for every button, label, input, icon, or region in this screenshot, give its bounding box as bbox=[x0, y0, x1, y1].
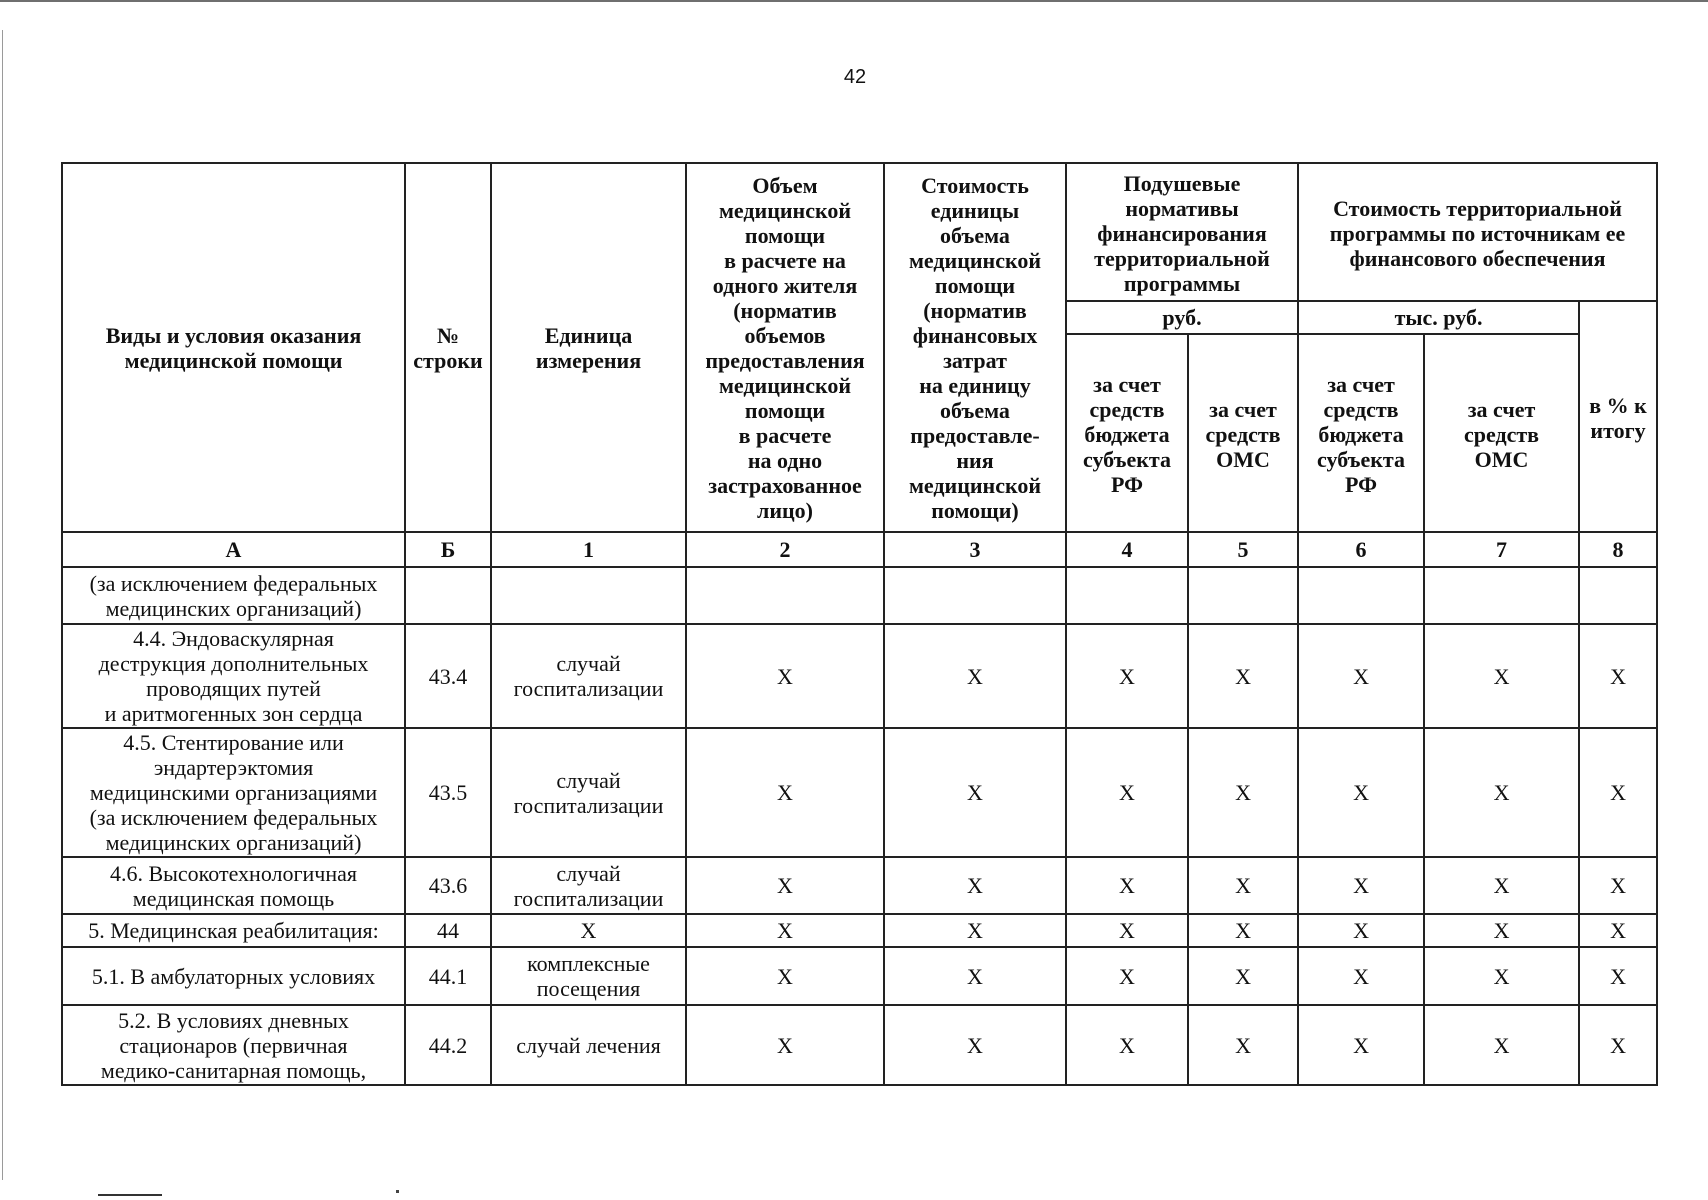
row-value-text: X bbox=[1119, 663, 1135, 689]
row-value-text: X bbox=[967, 963, 983, 989]
row-value bbox=[1424, 947, 1579, 1005]
row-value bbox=[1424, 857, 1579, 914]
row-unit-text: госпитализации bbox=[513, 676, 664, 701]
column-number: 4 bbox=[1066, 532, 1188, 567]
header-line: финансирования bbox=[1097, 221, 1267, 246]
row-value bbox=[884, 947, 1066, 1005]
row-number bbox=[405, 624, 491, 728]
header-line: на одно bbox=[747, 447, 823, 473]
header-line: средств bbox=[1323, 397, 1399, 422]
row-value bbox=[884, 857, 1066, 914]
row-value bbox=[1298, 914, 1424, 947]
header-line: медицинской bbox=[908, 472, 1042, 498]
header-percent-of-total bbox=[1579, 301, 1657, 532]
row-value-text: X bbox=[1119, 1032, 1135, 1058]
row-value-text: X bbox=[1353, 1032, 1369, 1058]
row-number bbox=[405, 857, 491, 914]
header-line: финансовых bbox=[912, 322, 1038, 348]
row-name bbox=[62, 728, 405, 857]
column-number: 5 bbox=[1188, 532, 1298, 567]
header-line: программы по источникам ее bbox=[1329, 221, 1626, 246]
row-number-text: 43.6 bbox=[428, 873, 468, 898]
row-value-text: X bbox=[967, 1032, 983, 1058]
header-line: объема bbox=[940, 397, 1010, 423]
header-line: ОМС bbox=[1216, 447, 1270, 472]
row-value-text: X bbox=[1235, 963, 1251, 989]
row-name-text: 5.1. В амбулаторных условиях bbox=[91, 963, 376, 989]
row-name-text: и аритмогенных зон сердца bbox=[104, 701, 363, 726]
row-unit-text: случай bbox=[556, 651, 621, 676]
row-name-text: 4.4. Эндоваскулярная bbox=[133, 626, 334, 651]
row-name bbox=[62, 857, 405, 914]
row-value-text: X bbox=[777, 873, 793, 898]
row-value bbox=[1298, 567, 1424, 624]
header-oms-rub bbox=[1188, 334, 1298, 532]
scan-top-edge bbox=[0, 0, 1708, 2]
row-value-text: X bbox=[777, 918, 793, 943]
row-value-text: X bbox=[1119, 873, 1135, 898]
header-line: бюджета bbox=[1318, 422, 1404, 447]
header-unit: Единица измерения bbox=[491, 163, 686, 532]
row-unit bbox=[491, 857, 686, 914]
header-line: РФ bbox=[1345, 472, 1377, 497]
header-line: помощи bbox=[744, 397, 826, 423]
header-line: одного жителя bbox=[712, 272, 858, 298]
column-number: Б bbox=[405, 532, 491, 567]
row-value bbox=[1579, 624, 1657, 728]
row-unit-text: комплексные bbox=[527, 951, 650, 976]
row-unit bbox=[491, 624, 686, 728]
header-line: затрат bbox=[943, 347, 1007, 373]
table-row bbox=[62, 1005, 1657, 1085]
header-line: объемов bbox=[744, 322, 826, 348]
header-volume-norm bbox=[686, 163, 884, 532]
header-line: помощи) bbox=[931, 497, 1019, 523]
row-value bbox=[1579, 1005, 1657, 1085]
row-unit bbox=[491, 1005, 686, 1085]
header-line: медицинской bbox=[718, 197, 852, 223]
row-name-text: 5. Медицинская реабилитация: bbox=[88, 918, 379, 943]
header-line: Объем bbox=[752, 172, 818, 198]
page-number: 42 bbox=[843, 66, 867, 88]
header-line: за счет bbox=[1467, 397, 1536, 422]
row-value-text: X bbox=[777, 780, 793, 805]
header-per-capita-norms bbox=[1066, 163, 1298, 301]
row-value-text: X bbox=[1235, 663, 1251, 689]
row-value-text: X bbox=[1610, 663, 1626, 689]
row-name-text: (за исключением федеральных bbox=[89, 570, 378, 596]
column-number: 2 bbox=[686, 532, 884, 567]
row-value bbox=[1188, 624, 1298, 728]
financing-table bbox=[61, 162, 1658, 1086]
row-value-text: X bbox=[1493, 873, 1510, 898]
row-value bbox=[884, 914, 1066, 947]
column-number: 1 bbox=[491, 532, 686, 567]
row-name-text: 5.2. В условиях дневных bbox=[118, 1007, 349, 1033]
row-number bbox=[405, 914, 491, 947]
column-number: А bbox=[62, 532, 405, 567]
row-value bbox=[1066, 914, 1188, 947]
row-value bbox=[1424, 567, 1579, 624]
row-value bbox=[686, 857, 884, 914]
row-name-text: проводящих путей bbox=[146, 676, 321, 701]
row-number bbox=[405, 567, 491, 624]
row-name-text: стационаров (первичная bbox=[119, 1032, 348, 1058]
row-value-text: X bbox=[1610, 873, 1626, 898]
row-value bbox=[884, 624, 1066, 728]
header-line: средств bbox=[1089, 397, 1165, 422]
row-value bbox=[1298, 947, 1424, 1005]
row-value bbox=[1188, 1005, 1298, 1085]
row-name-text: эндартерэктомия bbox=[153, 755, 314, 780]
row-unit-text: посещения bbox=[536, 976, 641, 1001]
header-line: предоставле- bbox=[910, 422, 1040, 448]
header-line: медицинской bbox=[908, 247, 1042, 273]
row-value-text: X bbox=[1610, 963, 1626, 989]
row-value-text: X bbox=[1493, 1032, 1510, 1058]
row-unit bbox=[491, 914, 686, 947]
row-value bbox=[1579, 728, 1657, 857]
row-value bbox=[1298, 624, 1424, 728]
table-row bbox=[62, 567, 1657, 624]
row-unit-text: госпитализации bbox=[513, 885, 664, 911]
row-name bbox=[62, 567, 405, 624]
row-value-text: X bbox=[1235, 918, 1251, 943]
row-value bbox=[686, 914, 884, 947]
row-value bbox=[1188, 914, 1298, 947]
row-name-text: медицинскими организациями bbox=[89, 780, 378, 805]
table-row bbox=[62, 914, 1657, 947]
row-value bbox=[1066, 567, 1188, 624]
row-value-text: X bbox=[1119, 963, 1135, 989]
row-name-text: медико-санитарная помощь, bbox=[100, 1057, 367, 1083]
table-body bbox=[62, 567, 1657, 1085]
row-value bbox=[884, 728, 1066, 857]
row-value-text: X bbox=[1235, 780, 1251, 805]
header-line: за счет bbox=[1209, 397, 1277, 422]
header-oms-thousand bbox=[1424, 334, 1579, 532]
header-thousand-rub: тыс. руб. bbox=[1298, 301, 1579, 334]
row-value-text: X bbox=[1353, 918, 1369, 943]
header-line: медицинской bbox=[718, 372, 852, 398]
header-line: помощи bbox=[744, 222, 826, 248]
header-line: ния bbox=[956, 447, 994, 473]
row-number-text: 44.2 bbox=[428, 1032, 468, 1058]
row-unit-text: случай bbox=[556, 767, 621, 793]
header-line: (норматив bbox=[923, 297, 1027, 323]
table-row bbox=[62, 857, 1657, 914]
row-unit bbox=[491, 728, 686, 857]
row-value-text: X bbox=[1610, 918, 1626, 943]
row-number bbox=[405, 728, 491, 857]
row-value-text: X bbox=[1353, 780, 1369, 805]
header-kinds-of-care: Виды и условия оказания медицинской помощи bbox=[62, 163, 405, 532]
row-value bbox=[1188, 567, 1298, 624]
header-line: субъекта bbox=[1083, 447, 1171, 472]
scan-speck bbox=[396, 1190, 399, 1193]
row-value bbox=[686, 624, 884, 728]
row-name-text: медицинских организаций) bbox=[105, 830, 362, 855]
row-name-text: медицинская помощь bbox=[132, 885, 335, 911]
header-line: итогу bbox=[1590, 418, 1646, 443]
column-number-row bbox=[62, 532, 1657, 567]
header-line: Подушевые bbox=[1123, 171, 1241, 196]
header-line: Стоимость территориальной bbox=[1333, 196, 1622, 221]
row-value bbox=[1579, 947, 1657, 1005]
row-value bbox=[686, 728, 884, 857]
row-number-text: 43.4 bbox=[428, 663, 468, 689]
table-row bbox=[62, 624, 1657, 728]
row-value bbox=[1424, 1005, 1579, 1085]
header-line: средств bbox=[1463, 422, 1540, 447]
header-line: (норматив bbox=[733, 297, 837, 323]
row-value-text: X bbox=[777, 663, 793, 689]
row-value bbox=[686, 947, 884, 1005]
row-value bbox=[1579, 567, 1657, 624]
row-unit-text: случай лечения bbox=[516, 1032, 661, 1058]
header-line: в расчете bbox=[738, 422, 832, 448]
row-value bbox=[1188, 728, 1298, 857]
header-line: помощи bbox=[934, 272, 1016, 298]
row-value bbox=[1066, 857, 1188, 914]
row-value bbox=[686, 1005, 884, 1085]
row-unit-text: госпитализации bbox=[513, 792, 664, 818]
row-value bbox=[1066, 624, 1188, 728]
header-budget-rub bbox=[1066, 334, 1188, 532]
row-value bbox=[1066, 1005, 1188, 1085]
row-value-text: X bbox=[1353, 873, 1369, 898]
row-unit bbox=[491, 947, 686, 1005]
header-line: в % к bbox=[1589, 393, 1647, 418]
row-unit-text: X bbox=[580, 918, 597, 943]
table-row bbox=[62, 947, 1657, 1005]
row-value-text: X bbox=[1610, 1032, 1626, 1058]
header-line: финансового обеспечения bbox=[1349, 246, 1606, 271]
row-name-text: медицинских организаций) bbox=[105, 595, 362, 621]
header-line: объема bbox=[940, 222, 1010, 248]
row-value bbox=[1298, 1005, 1424, 1085]
row-value bbox=[1579, 914, 1657, 947]
row-unit bbox=[491, 567, 686, 624]
header-line: средств bbox=[1205, 422, 1281, 447]
row-value-text: X bbox=[967, 663, 983, 689]
row-value-text: X bbox=[1119, 918, 1135, 943]
header-line: Стоимость bbox=[921, 172, 1029, 198]
header-line: за счет bbox=[1093, 372, 1161, 397]
row-number-text: 44 bbox=[437, 918, 459, 943]
row-name bbox=[62, 1005, 405, 1085]
header-line: ОМС bbox=[1474, 447, 1529, 472]
row-value-text: X bbox=[1119, 780, 1135, 805]
row-name-text: 4.6. Высокотехнологичная bbox=[109, 860, 358, 886]
header-line: нормативы bbox=[1125, 196, 1239, 221]
header-line: в расчете на bbox=[724, 247, 846, 273]
row-value-text: X bbox=[967, 873, 983, 898]
row-name-text: 4.5. Стентирование или bbox=[123, 730, 344, 755]
row-value bbox=[686, 567, 884, 624]
row-value-text: X bbox=[777, 963, 793, 989]
row-name-text: деструкция дополнительных bbox=[98, 651, 369, 676]
column-number: 8 bbox=[1579, 532, 1657, 567]
row-name bbox=[62, 914, 405, 947]
header-line: бюджета bbox=[1084, 422, 1170, 447]
row-name-text: (за исключением федеральных bbox=[89, 805, 378, 830]
row-value-text: X bbox=[1353, 663, 1369, 689]
header-line: застрахованное bbox=[708, 472, 862, 498]
header-line: на единицу bbox=[919, 372, 1031, 398]
row-value-text: X bbox=[1235, 873, 1251, 898]
header-line: единицы bbox=[930, 197, 1020, 223]
header-line: программы bbox=[1123, 271, 1241, 296]
header-rub: руб. bbox=[1066, 301, 1298, 334]
header-program-cost bbox=[1298, 163, 1657, 301]
header-row-number: № строки bbox=[405, 163, 491, 532]
column-number: 6 bbox=[1298, 532, 1424, 567]
row-number bbox=[405, 947, 491, 1005]
row-value bbox=[1066, 728, 1188, 857]
row-value bbox=[1066, 947, 1188, 1005]
row-value bbox=[1188, 947, 1298, 1005]
footnote-rule bbox=[98, 1194, 162, 1196]
row-value-text: X bbox=[777, 1032, 793, 1058]
row-number-text: 44.1 bbox=[428, 963, 468, 989]
row-value-text: X bbox=[1493, 780, 1510, 805]
header-line: предоставления bbox=[705, 347, 865, 373]
row-name bbox=[62, 624, 405, 728]
row-value-text: X bbox=[1493, 963, 1510, 989]
table-row bbox=[62, 728, 1657, 857]
row-value bbox=[1424, 624, 1579, 728]
row-value bbox=[1424, 914, 1579, 947]
row-value bbox=[1424, 728, 1579, 857]
row-value-text: X bbox=[1610, 780, 1626, 805]
row-value-text: X bbox=[967, 780, 983, 805]
row-value bbox=[1298, 728, 1424, 857]
header-line: РФ bbox=[1111, 472, 1143, 497]
row-value-text: X bbox=[1235, 1032, 1251, 1058]
row-value-text: X bbox=[1353, 963, 1369, 989]
header-line: территориальной bbox=[1094, 246, 1270, 271]
header-unit-cost-norm bbox=[884, 163, 1066, 532]
scan-left-edge bbox=[2, 30, 3, 1180]
header-budget-thousand bbox=[1298, 334, 1424, 532]
header-line: лицо) bbox=[756, 497, 814, 523]
column-number: 7 bbox=[1424, 532, 1579, 567]
row-name bbox=[62, 947, 405, 1005]
row-value-text: X bbox=[967, 918, 983, 943]
header-line: за счет bbox=[1327, 372, 1395, 397]
column-number: 3 bbox=[884, 532, 1066, 567]
row-unit-text: случай bbox=[556, 860, 621, 886]
row-number-text: 43.5 bbox=[428, 780, 468, 805]
row-value-text: X bbox=[1493, 663, 1510, 689]
row-value bbox=[1298, 857, 1424, 914]
row-value bbox=[1188, 857, 1298, 914]
row-value bbox=[1579, 857, 1657, 914]
row-value bbox=[884, 567, 1066, 624]
header-line: субъекта bbox=[1317, 447, 1405, 472]
row-number bbox=[405, 1005, 491, 1085]
row-value-text: X bbox=[1493, 918, 1510, 943]
row-value bbox=[884, 1005, 1066, 1085]
